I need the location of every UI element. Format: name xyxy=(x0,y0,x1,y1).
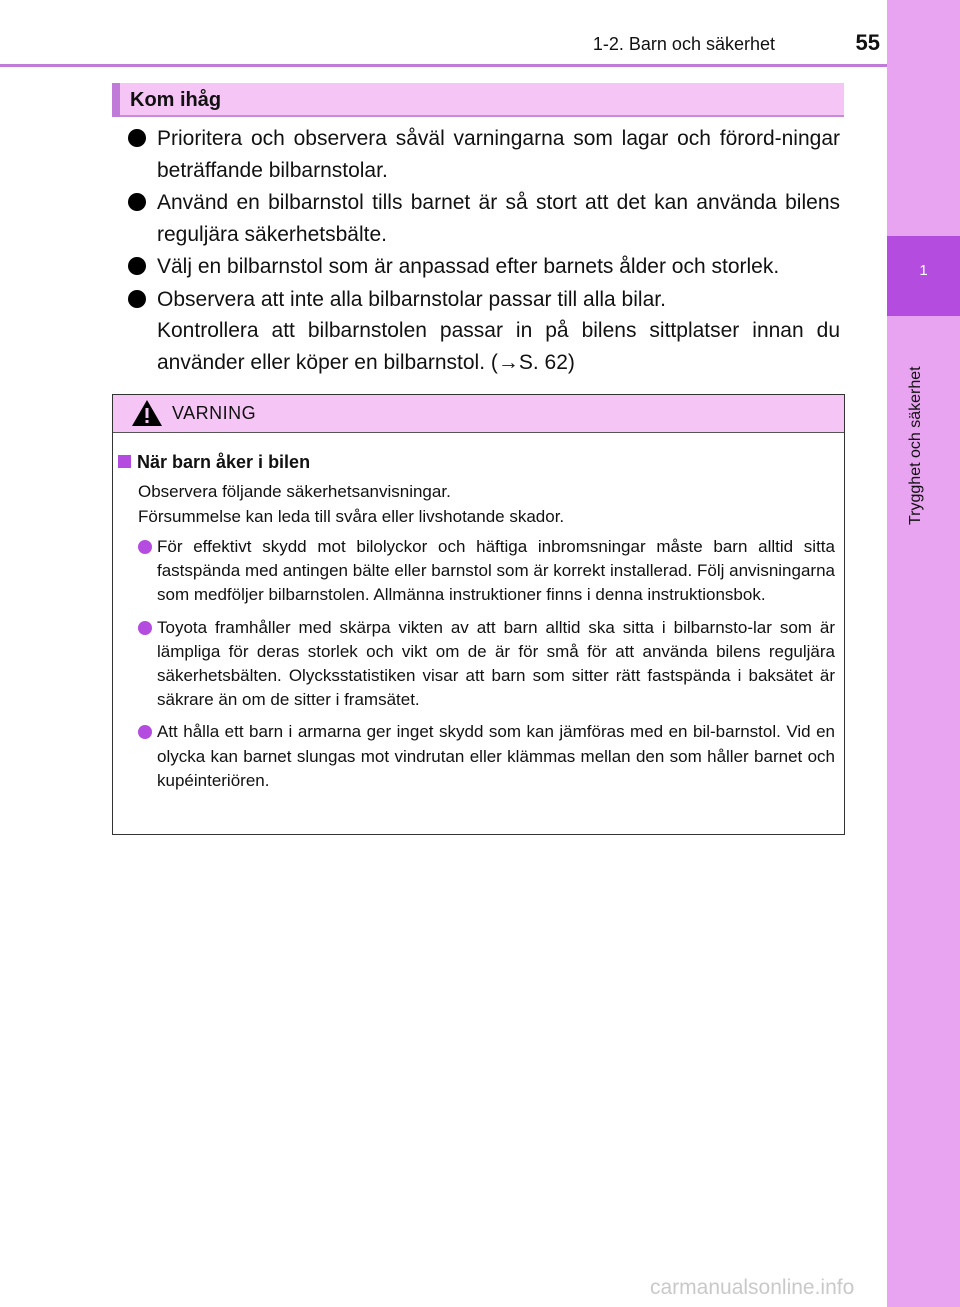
warning-triangle-icon xyxy=(130,398,164,428)
section-title: 1-2. Barn och säkerhet xyxy=(592,34,775,54)
note-accent xyxy=(112,83,120,117)
note-title: Kom ihåg xyxy=(130,89,222,111)
warning-bullet: För effektivt skydd mot bilolyckor och häftiga inbromsningar måste barn alltid sitta fastspända med antingen bälte eller barnstol som är korrekt installerad. Följ anvisningarna som medföljer bilbarnstolen. Allmänna instruktioner finns i denna instruktionsbok. xyxy=(138,535,835,608)
warning-bullets xyxy=(138,535,835,801)
note-bullet: Använd en bilbarnstol tills barnet är så stort att det kan använda bilens reguljära säkerhetsbälte. xyxy=(128,187,840,250)
warning-bullet: Att hålla ett barn i armarna ger inget skydd som kan jämföras med en bil-barnstol. Vid en olycka kan barnet slungas mot vindrutan eller klämmas mellan den som håller barnet och kupéinteriören. xyxy=(138,720,835,793)
note-bullet: Prioritera och observera såväl varningarna som lagar och förord-ningar beträffande bilbarnstolar. xyxy=(128,123,840,186)
bullet-dot-icon xyxy=(138,540,152,554)
note-extra-line: Kontrollera att bilbarnstolen passar in på bilens sittplatser innan du använder eller köper en bilbarnstol. (→S. 62) xyxy=(157,319,840,374)
note-header xyxy=(112,83,844,117)
bullet-dot-icon xyxy=(128,193,146,211)
header-divider xyxy=(0,64,887,67)
side-tab-strip xyxy=(887,0,960,1307)
note-bullet: Välj en bilbarnstol som är anpassad efter barnets ålder och storlek. xyxy=(128,251,840,283)
bullet-dot-icon xyxy=(138,621,152,635)
warning-subheading: När barn åker i bilen xyxy=(118,452,310,473)
bullet-dot-icon xyxy=(128,257,146,275)
square-bullet-icon xyxy=(118,455,131,468)
bullet-dot-icon xyxy=(128,290,146,308)
bullet-dot-icon xyxy=(138,725,152,739)
note-bullets xyxy=(128,123,840,379)
warning-bullet: Toyota framhåller med skärpa vikten av att barn alltid ska sitta i bilbarnsto-lar som är lämpliga för deras storlek och vikt om de är för små för att använda bilens reguljära säkerhetsbälten. Olycksstatistiken visar att barn som sitter rätt fastspända i baksätet är säkrare än om de sitter i framsätet. xyxy=(138,616,835,713)
note-bullet: Observera att inte alla bilbarnstolar passar till alla bilar. Kontrollera att bilbarnstolen passar in på bilens sittplatser innan du använder eller köper en bilbarnstol. (→S. 62) xyxy=(128,284,840,379)
page-number: 55 xyxy=(855,30,880,55)
chapter-label: Trygghet och säkerhet xyxy=(907,366,924,525)
warning-intro: Observera följande säkerhetsanvisningar. Försummelse kan leda till svåra eller livshotande skador. xyxy=(138,482,565,526)
watermark: carmanualsonline.info xyxy=(650,1276,855,1299)
warning-title: VARNING xyxy=(172,403,257,423)
chapter-number: 1 xyxy=(919,262,928,279)
bullet-dot-icon xyxy=(128,129,146,147)
